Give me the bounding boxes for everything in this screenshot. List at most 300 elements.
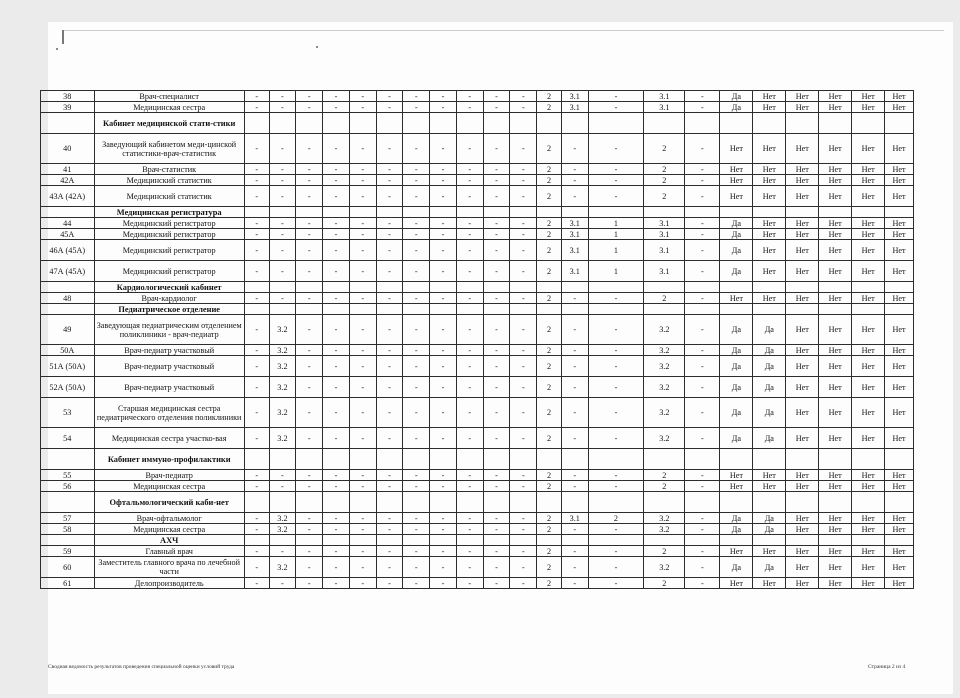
value-cell: - [685,546,720,557]
row-number-cell: 57 [41,513,95,524]
position-title-cell: Медицинская сестра участко-вая [94,428,244,449]
value-cell: - [269,578,296,589]
value-cell: Да [720,229,753,240]
position-title-cell: Врач-специалист [94,91,244,102]
row-number-cell: 48 [41,293,95,304]
value-cell: 2 [644,186,685,207]
table-row [41,398,914,428]
value-cell [753,113,786,134]
value-cell [786,113,819,134]
value-cell: Нет [852,91,885,102]
value-cell: Нет [753,293,786,304]
value-cell: - [483,315,510,345]
section-row [41,449,914,470]
value-cell: - [269,186,296,207]
value-cell: Да [720,524,753,535]
value-cell: - [349,481,376,492]
value-cell: Нет [885,356,914,377]
value-cell: 1 [588,229,644,240]
value-cell: Да [753,513,786,524]
value-cell: - [561,164,588,175]
value-cell [753,304,786,315]
value-cell [483,282,510,293]
row-number-cell: 52А (50А) [41,377,95,398]
value-cell: - [376,470,403,481]
value-cell: Нет [885,470,914,481]
position-title-cell: Врач-педиатр участковый [94,377,244,398]
value-cell: - [323,261,350,282]
value-cell: Да [720,240,753,261]
value-cell: - [376,513,403,524]
value-cell: - [376,164,403,175]
value-cell: - [296,546,323,557]
value-cell: 3.1 [561,218,588,229]
row-number-cell [41,535,95,546]
value-cell: - [296,218,323,229]
section-row [41,113,914,134]
value-cell [296,207,323,218]
value-cell: Нет [885,102,914,113]
value-cell: - [244,557,269,578]
row-number-cell: 38 [41,91,95,102]
value-cell: 3.2 [644,356,685,377]
value-cell: 3.2 [269,398,296,428]
position-title-cell: Медицинский регистратор [94,240,244,261]
value-cell: - [561,345,588,356]
value-cell: Да [720,356,753,377]
value-cell: - [561,293,588,304]
value-cell [456,282,483,293]
value-cell: - [323,164,350,175]
value-cell [403,113,430,134]
value-cell: Нет [852,398,885,428]
value-cell: Нет [753,186,786,207]
value-cell: - [561,524,588,535]
value-cell [588,535,644,546]
value-cell: Нет [720,546,753,557]
value-cell: Нет [786,186,819,207]
value-cell [510,492,537,513]
value-cell: - [323,102,350,113]
value-cell: Нет [786,481,819,492]
value-cell: - [685,428,720,449]
value-cell: - [376,186,403,207]
value-cell: - [403,240,430,261]
value-cell: - [510,293,537,304]
table-row [41,91,914,102]
value-cell: Нет [786,240,819,261]
value-cell [561,282,588,293]
value-cell: Нет [786,261,819,282]
value-cell [376,207,403,218]
value-cell: - [244,261,269,282]
value-cell: - [430,428,457,449]
value-cell: 2 [537,186,562,207]
value-cell: - [456,578,483,589]
value-cell: - [456,293,483,304]
value-cell: - [296,398,323,428]
value-cell: - [483,557,510,578]
value-cell [786,207,819,218]
value-cell: Нет [753,164,786,175]
value-cell [430,304,457,315]
section-title-cell: Медицинская регистратура [94,207,244,218]
value-cell [753,535,786,546]
value-cell: 3.2 [269,513,296,524]
value-cell: 2 [537,578,562,589]
value-cell: - [588,293,644,304]
value-cell: Нет [786,524,819,535]
value-cell: Да [720,315,753,345]
value-cell [753,492,786,513]
value-cell [753,449,786,470]
value-cell: - [269,134,296,164]
value-cell: Нет [819,102,852,113]
value-cell: Нет [852,470,885,481]
value-cell [510,207,537,218]
value-cell [885,207,914,218]
value-cell: - [296,345,323,356]
value-cell: 3.1 [561,513,588,524]
value-cell: - [403,428,430,449]
value-cell: - [296,102,323,113]
value-cell [537,304,562,315]
value-cell: - [685,470,720,481]
value-cell: Нет [786,546,819,557]
value-cell [349,113,376,134]
value-cell: - [403,557,430,578]
value-cell: - [430,293,457,304]
value-cell: - [376,175,403,186]
value-cell: - [323,524,350,535]
row-number-cell [41,449,95,470]
value-cell: 3.2 [269,524,296,535]
value-cell [269,492,296,513]
value-cell: Нет [852,578,885,589]
value-cell: 3.2 [269,557,296,578]
value-cell [323,304,350,315]
value-cell [561,304,588,315]
value-cell: - [483,164,510,175]
position-title-cell: Врач-педиатр участковый [94,356,244,377]
value-cell: - [244,175,269,186]
row-number-cell: 49 [41,315,95,345]
position-title-cell: Заведующий кабинетом меди-цинской статистики-врач-статистик [94,134,244,164]
value-cell: 3.2 [269,345,296,356]
value-cell: - [685,377,720,398]
value-cell: - [430,175,457,186]
value-cell: - [510,315,537,345]
value-cell [537,449,562,470]
value-cell: 2 [644,546,685,557]
value-cell: - [510,186,537,207]
table-row [41,470,914,481]
value-cell: - [561,481,588,492]
value-cell: - [323,315,350,345]
value-cell: - [685,229,720,240]
value-cell: - [323,229,350,240]
value-cell: - [685,481,720,492]
value-cell: Нет [885,524,914,535]
row-number-cell [41,207,95,218]
value-cell: - [244,546,269,557]
position-title-cell: Медицинская сестра [94,102,244,113]
value-cell: Нет [720,186,753,207]
value-cell [753,207,786,218]
value-cell: Нет [819,356,852,377]
value-cell: - [483,91,510,102]
value-cell [269,207,296,218]
value-cell: Нет [753,470,786,481]
value-cell: Нет [786,398,819,428]
table-row [41,218,914,229]
value-cell: 3.1 [561,91,588,102]
value-cell: - [376,481,403,492]
section-title-cell: Кабинет иммуно-профилактики [94,449,244,470]
value-cell: - [269,164,296,175]
value-cell: Нет [786,513,819,524]
value-cell: - [376,293,403,304]
value-cell: - [323,578,350,589]
value-cell: Нет [720,578,753,589]
table-row [41,524,914,535]
value-cell: - [483,175,510,186]
value-cell: - [403,315,430,345]
value-cell: Нет [786,345,819,356]
value-cell: Нет [819,578,852,589]
value-cell: - [403,134,430,164]
position-title-cell: Главный врач [94,546,244,557]
row-number-cell: 60 [41,557,95,578]
value-cell: Нет [852,481,885,492]
value-cell [720,535,753,546]
value-cell: - [376,428,403,449]
value-cell: - [244,164,269,175]
value-cell: - [588,91,644,102]
table-row [41,513,914,524]
value-cell: - [244,240,269,261]
value-cell: Нет [819,261,852,282]
value-cell: Нет [819,175,852,186]
value-cell: - [269,481,296,492]
value-cell: - [376,229,403,240]
value-cell [852,113,885,134]
table-row [41,356,914,377]
value-cell [852,449,885,470]
value-cell [644,282,685,293]
value-cell [376,282,403,293]
value-cell: Нет [885,398,914,428]
value-cell: 2 [537,91,562,102]
row-number-cell: 51А (50А) [41,356,95,377]
value-cell: Нет [819,91,852,102]
value-cell: Нет [852,164,885,175]
value-cell: Нет [852,240,885,261]
value-cell: Нет [753,481,786,492]
table-row [41,186,914,207]
value-cell: 2 [537,513,562,524]
value-cell [483,207,510,218]
value-cell: - [685,524,720,535]
value-cell [537,535,562,546]
value-cell [296,535,323,546]
value-cell: - [296,175,323,186]
value-cell: - [349,398,376,428]
value-cell: - [269,91,296,102]
position-title-cell: Медицинский регистратор [94,261,244,282]
value-cell [244,535,269,546]
value-cell: Нет [885,428,914,449]
value-cell: 2 [537,102,562,113]
value-cell: - [403,546,430,557]
value-cell: - [588,356,644,377]
value-cell: - [483,470,510,481]
value-cell: - [376,546,403,557]
table-row [41,578,914,589]
value-cell: 2 [537,164,562,175]
value-cell: - [483,578,510,589]
position-title-cell: Врач-педиатр участковый [94,345,244,356]
value-cell: - [403,356,430,377]
row-number-cell [41,492,95,513]
value-cell: - [588,175,644,186]
value-cell: - [323,186,350,207]
value-cell: - [269,293,296,304]
value-cell: - [456,377,483,398]
value-cell: - [510,356,537,377]
value-cell: - [296,164,323,175]
value-cell: Нет [819,470,852,481]
value-cell: Нет [885,240,914,261]
value-cell: - [456,398,483,428]
value-cell: Нет [885,578,914,589]
value-cell: - [349,377,376,398]
value-cell [403,492,430,513]
value-cell: - [430,315,457,345]
position-title-cell: Медицинский регистратор [94,218,244,229]
value-cell: - [561,377,588,398]
value-cell: - [588,398,644,428]
page-corner-mark [62,30,64,44]
value-cell [510,113,537,134]
value-cell: - [685,134,720,164]
value-cell: - [376,218,403,229]
value-cell: - [510,470,537,481]
value-cell: - [483,134,510,164]
value-cell: - [349,175,376,186]
value-cell: Нет [885,261,914,282]
value-cell: Нет [753,261,786,282]
value-cell: Нет [852,229,885,240]
value-cell [786,492,819,513]
value-cell: - [685,293,720,304]
value-cell: - [430,240,457,261]
value-cell: - [349,229,376,240]
value-cell: - [403,345,430,356]
value-cell: - [561,470,588,481]
value-cell [588,492,644,513]
value-cell: Да [720,102,753,113]
value-cell [510,304,537,315]
value-cell: - [376,557,403,578]
value-cell: - [510,578,537,589]
value-cell [885,304,914,315]
value-cell [483,535,510,546]
value-cell: 2 [644,164,685,175]
section-row [41,207,914,218]
value-cell [720,449,753,470]
value-cell [786,449,819,470]
value-cell: - [510,229,537,240]
value-cell: Нет [819,293,852,304]
value-cell: - [244,91,269,102]
value-cell: Нет [819,229,852,240]
value-cell [561,492,588,513]
value-cell [376,304,403,315]
value-cell: Нет [885,186,914,207]
value-cell: Нет [786,377,819,398]
value-cell: - [510,91,537,102]
value-cell: - [430,356,457,377]
row-number-cell: 55 [41,470,95,481]
value-cell: Нет [786,91,819,102]
position-title-cell: Заведующая педиатрическим отделением поликлиники - врач-педиатр [94,315,244,345]
section-title-cell: Педиатрическое отделение [94,304,244,315]
value-cell: Да [720,91,753,102]
value-cell: - [244,578,269,589]
value-cell: - [456,164,483,175]
value-cell: - [685,557,720,578]
value-cell [885,449,914,470]
value-cell: - [376,345,403,356]
value-cell: - [349,218,376,229]
scan-speck [316,46,318,48]
value-cell: Нет [786,102,819,113]
value-cell [720,492,753,513]
value-cell: Нет [819,315,852,345]
value-cell: - [376,356,403,377]
value-cell: - [349,524,376,535]
table-row [41,315,914,345]
value-cell: Нет [885,345,914,356]
value-cell: - [588,578,644,589]
value-cell: - [430,557,457,578]
value-cell: - [510,377,537,398]
value-cell [483,492,510,513]
value-cell [852,282,885,293]
value-cell: - [296,557,323,578]
value-cell: - [244,134,269,164]
value-cell: 2 [537,293,562,304]
value-cell: Нет [753,91,786,102]
value-cell [244,492,269,513]
value-cell [323,492,350,513]
value-cell: - [561,315,588,345]
value-cell: - [403,229,430,240]
scan-speck [56,48,58,50]
value-cell: Нет [885,175,914,186]
value-cell: - [561,557,588,578]
value-cell: - [349,293,376,304]
value-cell: - [430,102,457,113]
value-cell [269,535,296,546]
value-cell [685,207,720,218]
value-cell: Нет [819,377,852,398]
value-cell: 3.1 [561,261,588,282]
value-cell: - [456,356,483,377]
value-cell [296,492,323,513]
value-cell: 3.1 [561,102,588,113]
